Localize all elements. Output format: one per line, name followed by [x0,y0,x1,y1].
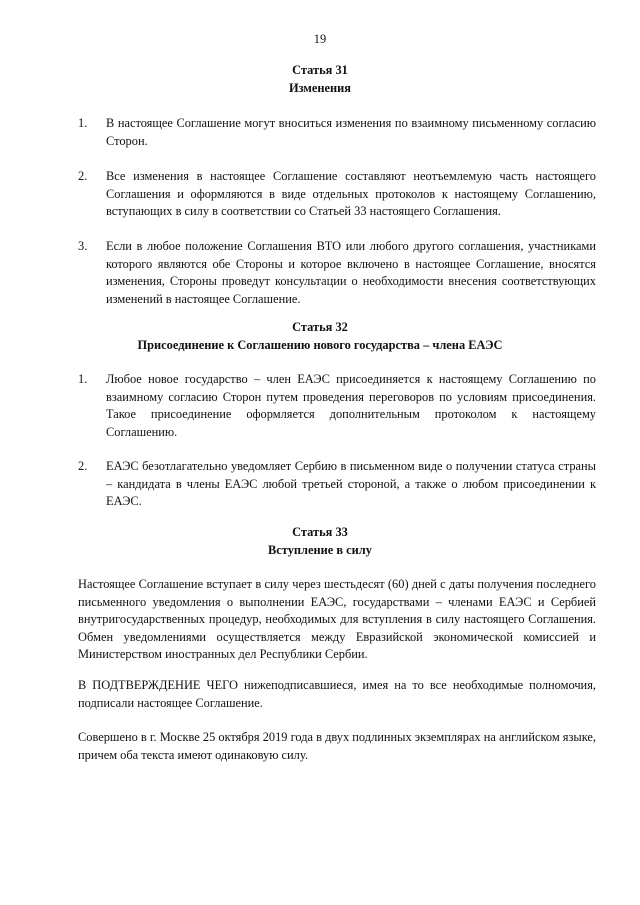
item-text: В настоящее Соглашение могут вноситься изменения по взаимному письменному согласию Сторон. [106,116,596,148]
item-text: Все изменения в настоящее Соглашение составляют неотъемлемую часть настоящего Соглашения и оформляются в виде отдельных протоколов к настоящему Соглашению, вступающих в силу в соответствии со Статьей 33 настоящего Соглашения. [106,169,596,219]
article-32-heading [0,319,640,354]
article-33-paragraph: Настоящее Соглашение вступает в силу через шестьдесят (60) дней с даты получения последнего письменного уведомления о выполнении ЕАЭС, государствами – членами ЕАЭС и Сербией внутригосударственных процедур, необходимых для вступления в силу настоящего Соглашения. Обмен уведомлениями осуществляется между Евразийской экономической комиссией и Министерством иностранных дел Республики Сербии. [78,577,596,662]
article-32-item-1 [78,371,596,441]
page-number: 19 [313,32,327,46]
article-32-number: Статья 32 [292,320,348,334]
article-33-number: Статья 33 [292,525,348,539]
item-marker: 1. [78,372,88,386]
article-31-item-3 [78,238,596,308]
article-31-item-2 [78,168,596,221]
item-text: Если в любое положение Соглашения ВТО или любого другого соглашения, участниками которого являются обе Стороны и которое включено в настоящее Соглашение, вносятся изменения, Стороны проведут консультации о необходимости внесения соответствующих изменений в настоящее Соглашение. [106,239,596,306]
article-31-heading [0,62,640,97]
article-31-item-1 [78,115,596,150]
article-33-heading [0,524,640,559]
item-marker: 2. [78,459,88,473]
item-marker: 2. [78,169,88,183]
article-33-title: Вступление в силу [268,542,372,557]
item-marker: 1. [78,116,88,130]
article-32-item-2 [78,458,596,511]
article-31-title: Изменения [288,80,351,95]
witness-paragraph: В ПОДТВЕРЖДЕНИЕ ЧЕГО нижеподписавшиеся, имея на то все необходимые полномочия, подписали настоящее Соглашение. [78,678,596,710]
article-31-number: Статья 31 [292,63,348,77]
item-text: ЕАЭС безотлагательно уведомляет Сербию в письменном виде о получении статуса страны – кандидата в члены ЕАЭС любой третьей стороной, а также о любом присоединении к ЕАЭС. [106,459,596,509]
done-at-paragraph: Совершено в г. Москве 25 октября 2019 года в двух подлинных экземплярах на английском языке, причем оба текста имеют одинаковую силу. [78,730,596,762]
item-text: Любое новое государство – член ЕАЭС присоединяется к настоящему Соглашению по взаимному согласию Сторон путем проведения переговоров по условиям присоединения. Такое присоединение оформляется дополнительным протоколом к настоящему Соглашению. [106,372,596,439]
article-32-title: Присоединение к Соглашению нового государства – члена ЕАЭС [137,337,503,352]
item-marker: 3. [78,239,88,253]
